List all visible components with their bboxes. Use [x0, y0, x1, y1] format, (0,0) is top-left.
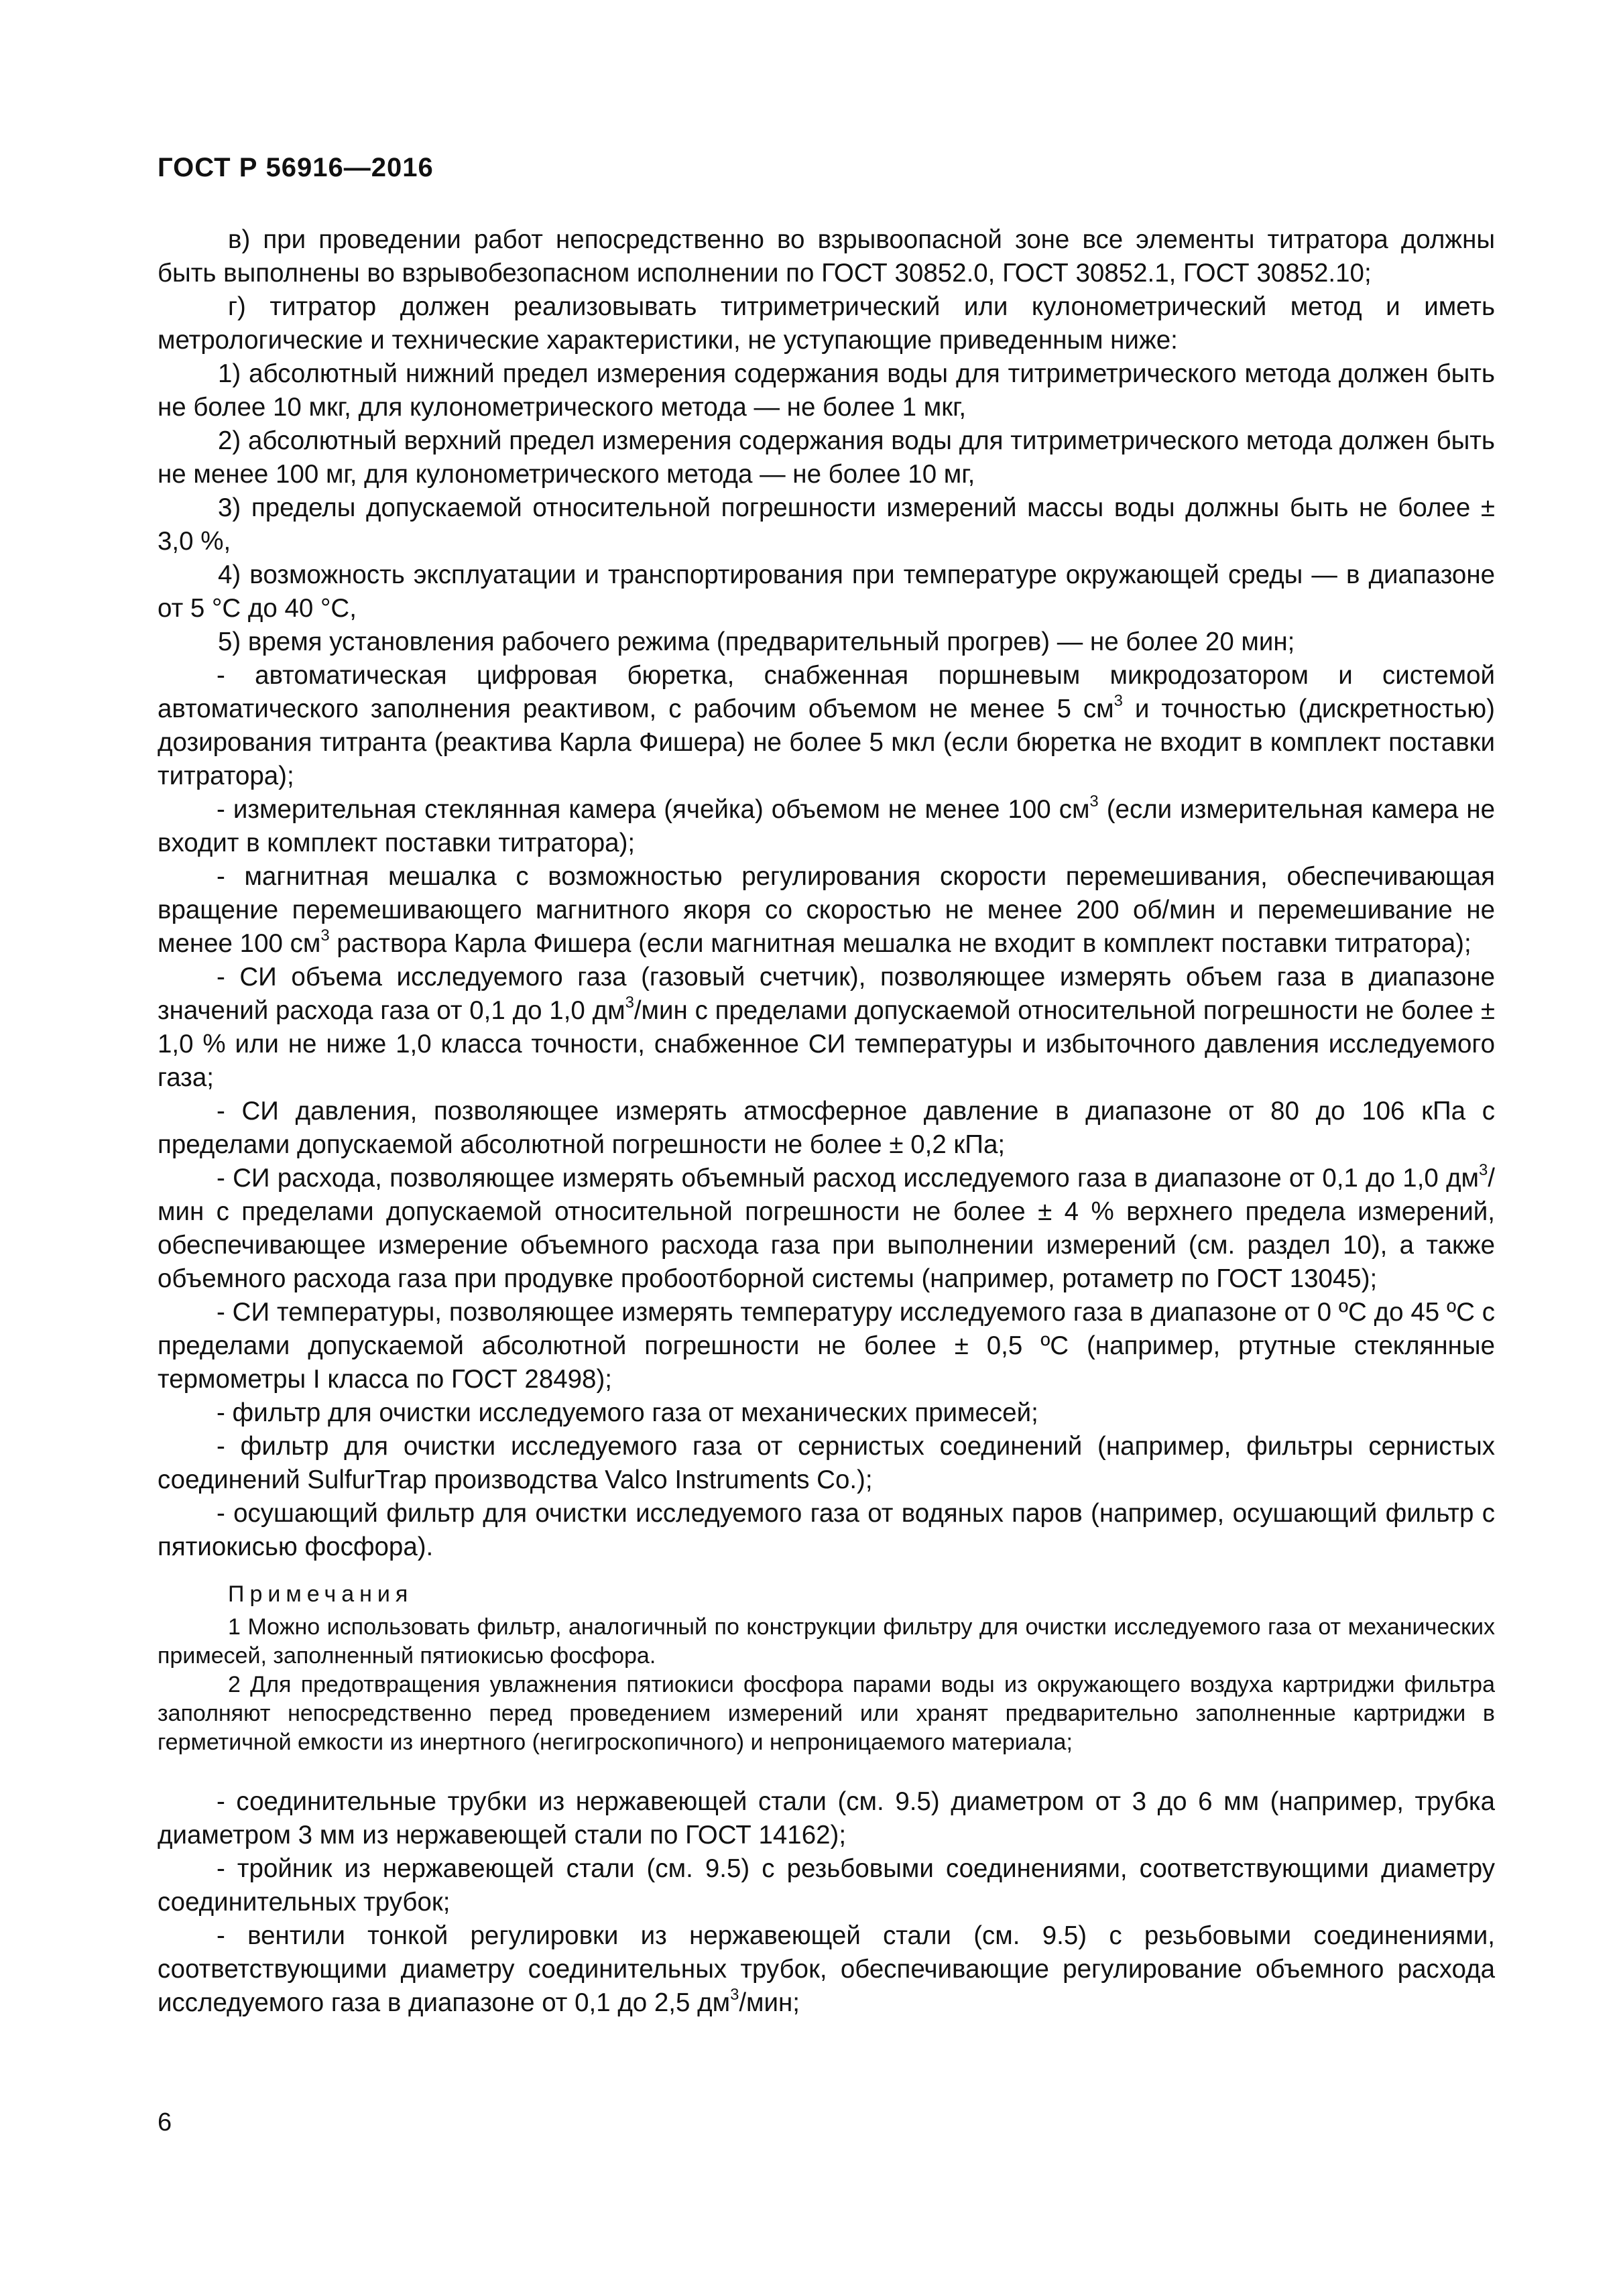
list-item-3: 3) пределы допускаемой относительной погрешности измерений массы воды должны быть не более ± 3,0 %, [158, 493, 1495, 556]
dash-item-burette-text-a: - автоматическая цифровая бюретка, снабженная поршневым микродозатором и системой автоматического заполнения реактивом, с рабочим объемом не менее 5 см [158, 661, 1495, 723]
dash-item-connecting-tubes: - соединительные трубки из нержавеющей стали (см. 9.5) диаметром от 3 до 6 мм (например, трубка диаметром 3 мм из нержавеющей стали по ГОСТ 14162); [158, 1787, 1495, 1850]
list-item-2: 2) абсолютный верхний предел измерения содержания воды для титриметрического метода должен быть не менее 100 мг, для кулонометрического метода — не более 10 мг, [158, 426, 1495, 489]
dash-item-filter-mechanical: - фильтр для очистки исследуемого газа от механических примесей; [217, 1398, 1038, 1427]
note-1: 1 Можно использовать фильтр, аналогичный по конструкции фильтру для очистки исследуемого газа от механических примесей, заполненный пятиокисью фосфора. [158, 1614, 1495, 1669]
dash-item-valves-text-b: /мин; [739, 1988, 800, 2017]
dash-item-burette [158, 659, 1495, 793]
dash-item-filter-sulfur: - фильтр для очистки исследуемого газа от сернистых соединений (например, фильтры сернистых соединений SulfurTrap производства Valco Instruments Co.); [158, 1432, 1495, 1494]
dash-item-pressure: - СИ давления, позволяющее измерять атмосферное давление в диапазоне от 80 до 106 кПа с пределами допускаемой абсолютной погрешности не более ± 0,2 кПа; [158, 1097, 1495, 1159]
superscript: 3 [1479, 1160, 1488, 1179]
superscript: 3 [625, 993, 634, 1012]
equipment-list-continued [158, 1785, 1495, 2020]
dash-item-volume-text-b: /мин с пределами допускаемой относительной погрешности не более ± 1,0 % или не ниже 1,0 класса точности, снабженное СИ температуры и избыточного давления исследуемого газа; [158, 996, 1495, 1092]
dash-item-flow-text-b: /мин с пределами допускаемой относительной погрешности не более ± 4 % верхнего предела измерений, обеспечивающее измерение объемного расхода газа при выполнении измерений (см. раздел 10), а также объемного расхода газа при продувке пробоотборной системы (например, ротаметр по ГОСТ 13045); [158, 1164, 1495, 1293]
superscript: 3 [1089, 792, 1099, 810]
dash-item-burette-text-b: и точностью (дискретностью) дозирования титранта (реактива Карла Фишера) не более 5 мкл (если бюретка не входит в комплект поставки титратора); [158, 694, 1495, 790]
list-item-1: 1) абсолютный нижний предел измерения содержания воды для титриметрического метода должен быть не более 10 мкг, для кулонометрического метода — не более 1 мкг, [158, 359, 1495, 422]
dash-item-gas-meter [158, 961, 1495, 1095]
document-body [158, 223, 1495, 2020]
note-2: 2 Для предотвращения увлажнения пятиокиси фосфора парами воды из окружающего воздуха картриджи фильтра заполняют непосредственно перед проведением измерений или хранят предварительно заполненные картриджи в герметичной емкости из инертного (негигроскопичного) и непроницаемого материала; [158, 1672, 1495, 1755]
dash-item-valves-text-a: - вентили тонкой регулировки из нержавеющей стали (см. 9.5) с резьбовыми соединениями, соответствующими диаметру соединительных трубок, обеспечивающие регулирование объемного расхода исследуемого газа в диапазоне от 0,1 до 2,5 дм [158, 1921, 1495, 2017]
superscript: 3 [1114, 691, 1123, 710]
paragraph-g: г) титратор должен реализовывать титриметрический или кулонометрический метод и иметь метрологические и технические характеристики, не уступающие приведенным ниже: [158, 292, 1495, 355]
dash-item-measuring-cell [158, 793, 1495, 860]
dash-item-filter-drying: - осушающий фильтр для очистки исследуемого газа от водяных паров (например, осушающий фильтр с пятиокисью фосфора). [158, 1499, 1495, 1561]
notes-title: Примечания [228, 1581, 414, 1607]
list-item-5: 5) время установления рабочего режима (предварительный прогрев) — не более 20 мин; [218, 627, 1295, 656]
dash-item-flow [158, 1162, 1495, 1296]
dash-item-flow-text-a: - СИ расхода, позволяющее измерять объемный расход исследуемого газа в диапазоне от 0,1 до 1,0 дм [217, 1164, 1480, 1193]
notes-block [158, 1580, 1495, 1757]
dash-item-stirrer-text-a: - магнитная мешалка с возможностью регулирования скорости перемешивания, обеспечивающая вращение перемешивающего магнитного якоря со скоростью не менее 200 об/мин и перемешивание не менее 100 см [158, 862, 1495, 958]
page-number: 6 [158, 2108, 172, 2136]
dash-item-temperature: - СИ температуры, позволяющее измерять температуру исследуемого газа в диапазоне от 0 ºС до 45 ºС с пределами допускаемой абсолютной погрешности не более ± 0,5 ºС (например, ртутные стеклянные термометры I класса по ГОСТ 28498); [158, 1298, 1495, 1394]
standard-header: ГОСТ Р 56916—2016 [158, 153, 434, 182]
dash-item-cell-text-a: - измерительная стеклянная камера (ячейка) объемом не менее 100 см [217, 795, 1090, 824]
dash-item-valves [158, 1919, 1495, 2020]
dash-item-cell-text-b: (если измерительная камера не входит в комплект поставки титратора); [158, 795, 1495, 857]
superscript: 3 [320, 926, 330, 945]
list-item-4: 4) возможность эксплуатации и транспортирования при температуре окружающей среды — в диапазоне от 5 °С до 40 °С, [158, 560, 1495, 623]
paragraph-v: в) при проведении работ непосредственно во взрывоопасной зоне все элементы титратора должны быть выполнены во взрывобезопасном исполнении по ГОСТ 30852.0, ГОСТ 30852.1, ГОСТ 30852.10; [158, 225, 1495, 288]
dash-item-volume-text-a: - СИ объема исследуемого газа (газовый счетчик), позволяющее измерять объем газа в диапазоне значений расхода газа от 0,1 до 1,0 дм [158, 963, 1495, 1025]
superscript: 3 [730, 1985, 739, 2004]
dash-item-tee: - тройник из нержавеющей стали (см. 9.5) с резьбовыми соединениями, соответствующими диаметру соединительных трубок; [158, 1854, 1495, 1917]
dash-item-stirrer-text-b: раствора Карла Фишера (если магнитная мешалка не входит в комплект поставки титратора); [329, 929, 1471, 958]
dash-item-magnetic-stirrer [158, 860, 1495, 961]
